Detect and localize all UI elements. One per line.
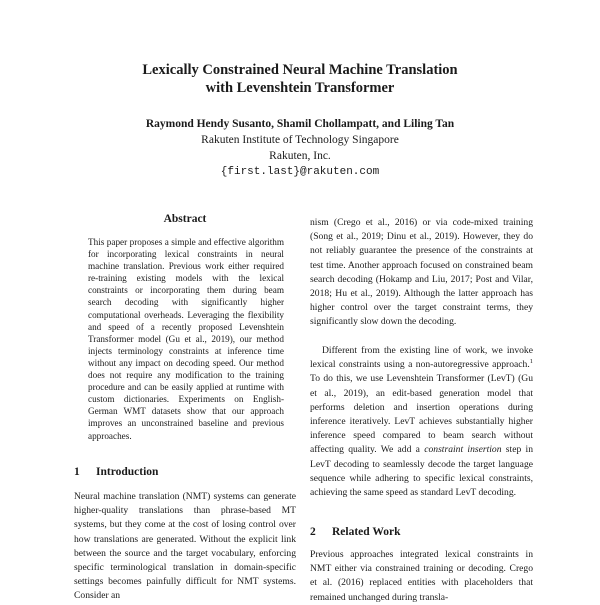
para2-emphasis: constraint insertion bbox=[424, 444, 502, 456]
title-line-1: Lexically Constrained Neural Machine Translation bbox=[142, 62, 458, 78]
author-names: Raymond Hendy Susanto, Shamil Chollampatt, and Liling Tan bbox=[145, 118, 455, 130]
right-column-para-1: nism (Crego et al., 2016) or via code-mixed training (Song et al., 2019; Dinu et al., 2019). However, they do not reliably guarantee the presence of the constraints at test time. Another approach focused on constrained beam search decoding (Hokamp and Liu, 2017; Post and Vilar, 2018; Hu et al., 2019). Although the latter approach has higher control over the target constraint terms, they significantly slow down the decoding. bbox=[310, 217, 533, 328]
abstract-text: This paper proposes a simple and effective algorithm for incorporating lexical constraints in neural machine translation. Previous work either required re-training existing models with the lexical constraints or incorporating them during beam search decoding with significantly higher computational overheads. Leveraging the flexibility and speed of a recently proposed Levenshtein Transformer model (Gu et al., 2019), our method injects terminology constraints at inference time without any impact on decoding speed. Our method does not require any modification to the training procedure and can be easily applied at runtime with custom dictionaries. Experiments on English-German WMT datasets show that our approach improves an unconstrained baseline and previous approaches. bbox=[88, 237, 284, 441]
related-work-heading bbox=[310, 526, 400, 538]
intro-section-number: 1 bbox=[74, 466, 80, 478]
related-section-number: 2 bbox=[310, 526, 316, 538]
affiliation-1: Rakuten Institute of Technology Singapore bbox=[201, 134, 399, 146]
right-column-para-2 bbox=[310, 344, 533, 500]
para2-part-a: Different from the existing line of work, we invoke lexical constraints using a non-autoregressive approach. bbox=[310, 345, 533, 371]
footnote-mark: 1 bbox=[529, 358, 533, 366]
para2-part-c: step in LevT decoding to seamlessly decode the target language sequence while adhering to specific lexical constraints, achieving the same speed as standard LevT decoding. bbox=[310, 444, 534, 499]
author-email: {first.last}@rakuten.com bbox=[220, 166, 380, 178]
related-work-text: Previous approaches integrated lexical constraints in NMT either via constrained training or decoding. Crego et al. (2016) replaced entities with placeholders that remained unchanged during transla- bbox=[310, 549, 533, 603]
related-section-title: Related Work bbox=[332, 526, 401, 538]
title-line-2: with Levenshtein Transformer bbox=[205, 80, 395, 96]
intro-section-title: Introduction bbox=[96, 466, 159, 478]
para2-part-b: To do this, we use Levenshtein Transformer (LevT) (Gu et al., 2019), an edit-based generation model that performs deletion and insertion operations during inference iteratively. LevT achieves substantially higher inference speed compared to beam search without affecting quality. We add a bbox=[310, 373, 533, 456]
affiliation-2: Rakuten, Inc. bbox=[269, 150, 331, 162]
abstract-heading: Abstract bbox=[163, 213, 207, 225]
intro-text: Neural machine translation (NMT) systems can generate higher-quality translations than phrase-based MT systems, but they come at the cost of losing control over how translations are generated. Without the explicit link between the source and the target vocabulary, enforcing specific terminological translation in domain-specific settings becomes painfully difficult for NMT systems. Consider an bbox=[74, 491, 296, 602]
author-block bbox=[0, 116, 600, 180]
intro-heading bbox=[74, 466, 158, 478]
paper-title bbox=[0, 61, 600, 97]
